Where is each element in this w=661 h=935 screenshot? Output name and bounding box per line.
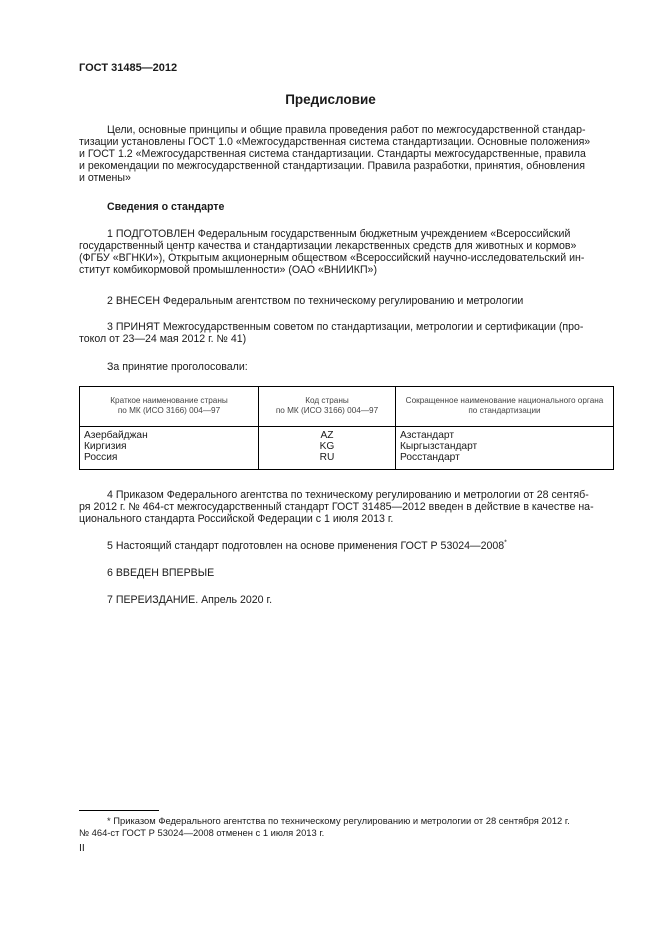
item-1-line: (ФГБУ «ВГНКИ»), Открытым акционерным обществом «Всероссийский научно-исследовательский ин- bbox=[79, 252, 585, 264]
intro-line: Цели, основные принципы и общие правила проведения работ по межгосударственной стандар- bbox=[107, 124, 586, 136]
country-code: AZ bbox=[320, 430, 334, 441]
country-name: Киргизия bbox=[84, 441, 127, 452]
country-name: Россия bbox=[84, 452, 118, 463]
item-1-line: ститут комбикормовой промышленности» (ОАО «ВНИИКП») bbox=[79, 264, 377, 276]
item-4 bbox=[79, 489, 614, 525]
country-name: Азербайджан bbox=[84, 430, 148, 441]
footnote bbox=[79, 815, 614, 839]
vote-label: За принятие проголосовали: bbox=[107, 361, 248, 373]
header-country-name: Краткое наименование страны по МК (ИСО 3166) 004—97 bbox=[80, 387, 259, 427]
standards-body: Кыргызстандарт bbox=[400, 441, 478, 452]
item-1-line: 1 ПОДГОТОВЛЕН Федеральным государственным бюджетным учреждением «Всероссийский bbox=[107, 228, 571, 240]
item-3 bbox=[79, 321, 614, 345]
item-4-line: 4 Приказом Федерального агентства по техническому регулированию и метрологии от 28 сентяб- bbox=[107, 489, 589, 501]
footnote-line: * Приказом Федерального агентства по техническому регулированию и метрологии от 28 сентября 2012 г. bbox=[107, 815, 570, 826]
footnote-line: № 464-ст ГОСТ Р 53024—2008 отменен с 1 июля 2013 г. bbox=[79, 827, 325, 838]
page-number: II bbox=[79, 842, 85, 854]
table-row bbox=[80, 427, 614, 470]
item-5-text: 5 Настоящий стандарт подготовлен на основе применения ГОСТ Р 53024—2008 bbox=[107, 540, 505, 552]
intro-paragraph bbox=[79, 124, 614, 184]
item-5 bbox=[79, 540, 614, 552]
item-3-line: токол от 23—24 мая 2012 г. № 41) bbox=[79, 333, 247, 345]
country-names-cell bbox=[80, 427, 259, 470]
item-4-line: ционального стандарта Российской Федерации с 1 июля 2013 г. bbox=[79, 513, 394, 525]
document-code: ГОСТ 31485—2012 bbox=[79, 62, 178, 74]
item-7: 7 ПЕРЕИЗДАНИЕ. Апрель 2020 г. bbox=[107, 594, 273, 606]
country-codes-cell bbox=[259, 427, 396, 470]
table-header-row bbox=[80, 387, 614, 427]
country-code: RU bbox=[319, 452, 335, 463]
voting-table bbox=[79, 386, 614, 470]
footnote-marker[interactable]: * bbox=[504, 539, 507, 547]
item-4-line: ря 2012 г. № 464-ст межгосударственный стандарт ГОСТ 31485—2012 введен в действие в качестве на- bbox=[79, 501, 594, 513]
intro-line: тизации установлены ГОСТ 1.0 «Межгосударственная система стандартизации. Основные положения» bbox=[79, 136, 591, 148]
intro-line: и рекомендации по межгосударственной стандартизации. Правила разработки, принятия, обновления bbox=[79, 160, 585, 172]
item-1-line: государственный центр качества и стандартизации лекарственных средств для животных и кормов» bbox=[79, 240, 577, 252]
intro-line: и отмены» bbox=[79, 172, 131, 184]
item-1 bbox=[79, 228, 614, 276]
item-6: 6 ВВЕДЕН ВПЕРВЫЕ bbox=[107, 567, 215, 579]
standards-bodies-cell bbox=[396, 427, 614, 470]
item-2: 2 ВНЕСЕН Федеральным агентством по техническому регулированию и метрологии bbox=[107, 295, 524, 307]
footnote-divider bbox=[79, 810, 159, 811]
item-3-line: 3 ПРИНЯТ Межгосударственным советом по стандартизации, метрологии и сертификации (про- bbox=[107, 321, 584, 333]
standards-body: Азстандарт bbox=[400, 430, 455, 441]
intro-line: и ГОСТ 1.2 «Межгосударственная система стандартизации. Стандарты межгосударственные, правила bbox=[79, 148, 586, 160]
page-title: Предисловие bbox=[285, 92, 376, 107]
section-heading: Сведения о стандарте bbox=[107, 201, 225, 213]
country-code: KG bbox=[319, 441, 335, 452]
standards-body: Росстандарт bbox=[400, 452, 460, 463]
header-standards-body: Сокращенное наименование национального органа по стандартизации bbox=[396, 387, 614, 427]
header-country-code: Код страны по МК (ИСО 3166) 004—97 bbox=[259, 387, 396, 427]
